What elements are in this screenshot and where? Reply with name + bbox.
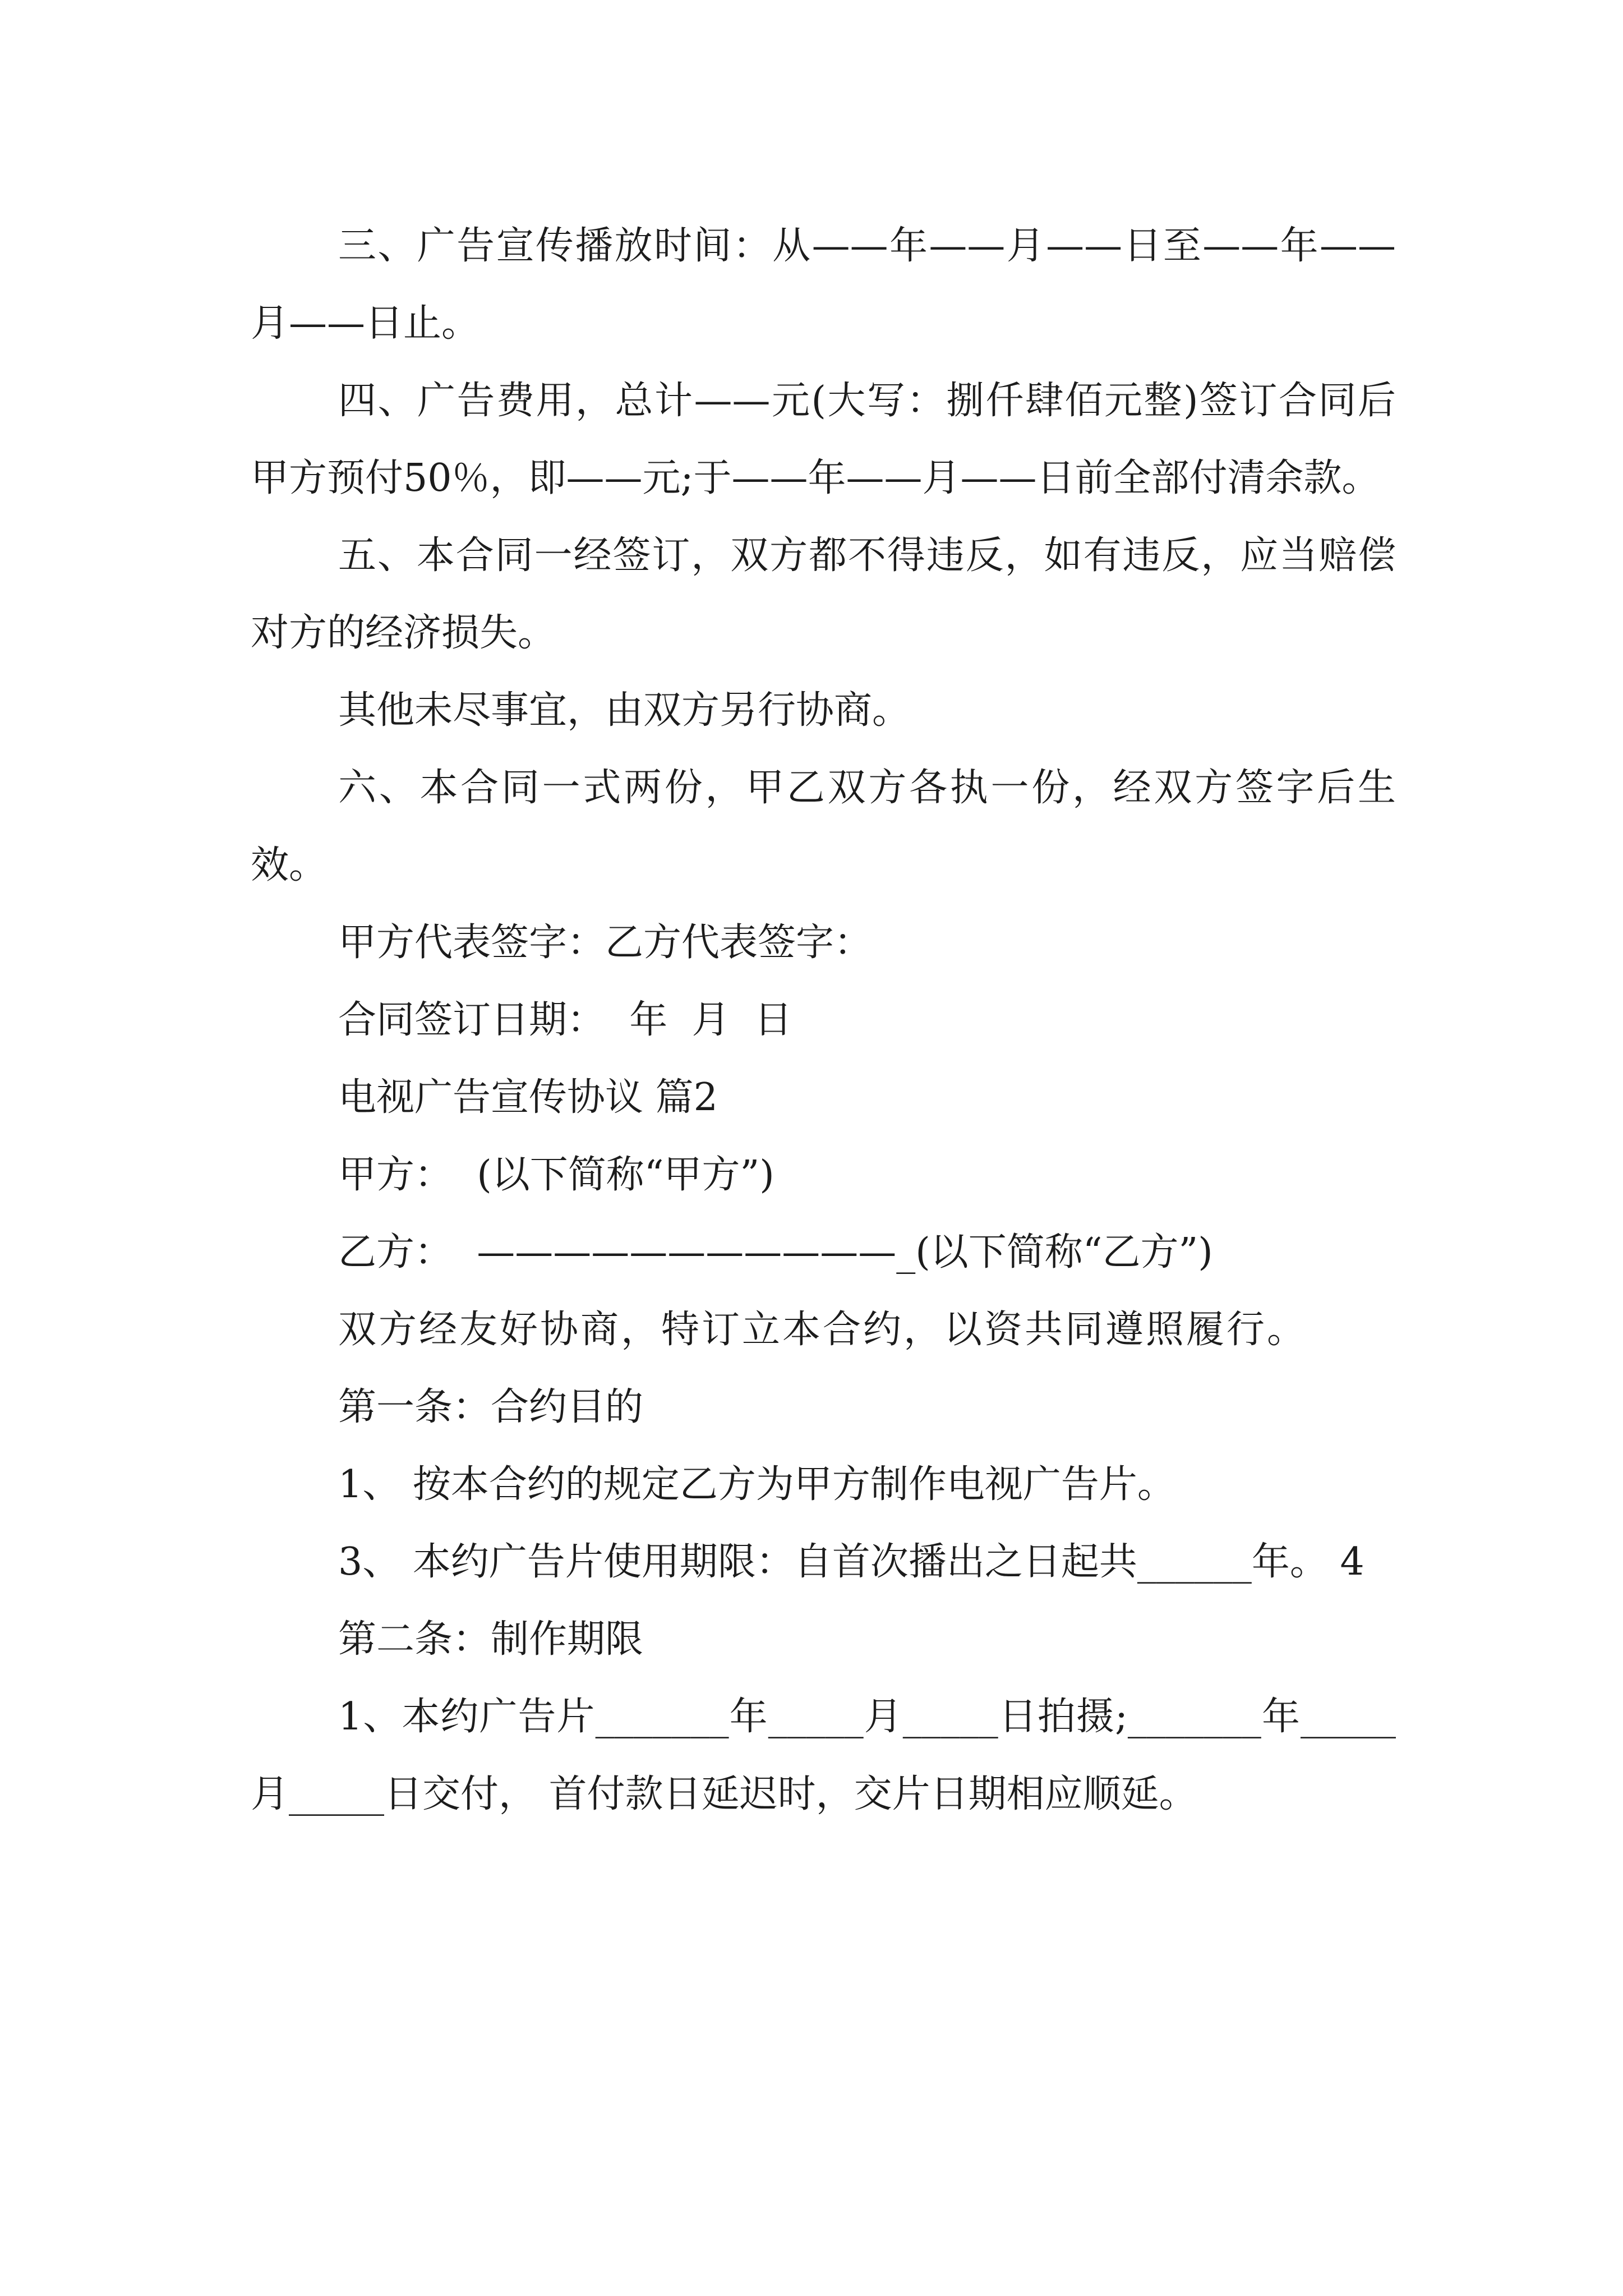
party-a: 甲方： (以下简称“甲方”): [338, 1153, 774, 1197]
party-b: 乙方： ———————————_(以下简称“乙方”): [338, 1230, 1213, 1274]
article-2-title: 第二条：制作期限: [338, 1617, 644, 1662]
section-title: 电视广告宣传协议 篇2: [338, 1075, 718, 1120]
other-matters: 其他未尽事宜，由双方另行协商。: [338, 688, 911, 733]
clause-5-breach: 五、本合同一经签订，双方都不得违反，如有违反，应当赔偿对方的经济损失。: [251, 533, 1396, 655]
clause-3-broadcast-time: 三、广告宣传播放时间：从——年——月——日至——年——月——日止。: [251, 224, 1396, 346]
signing-date: 合同签订日期： 年 月 日: [338, 998, 792, 1042]
article-1-item-1: 1、 按本合约的规定乙方为甲方制作电视广告片。: [338, 1462, 1175, 1507]
signature-line: 甲方代表签字：乙方代表签字：: [338, 921, 873, 965]
article-2-item-1: 1、本约广告片_______年_____月_____日拍摄;_______年_____月_____日交付， 首付款日延迟时，交片日期相应顺延。: [251, 1695, 1396, 1816]
clause-6-copies: 六、本合同一式两份，甲乙双方各执一份，经双方签字后生效。: [251, 766, 1396, 887]
article-1-item-3: 3、 本约广告片使用期限：自首次播出之日起共______年。 4: [338, 1540, 1364, 1584]
preamble: 双方经友好协商，特订立本合约，以资共同遵照履行。: [338, 1308, 1308, 1352]
clause-4-advertising-fee: 四、广告费用，总计——元(大写：捌仟肆佰元整)签订合同后甲方预付50％，即——元;于——年——月——日前全部付清余款。: [251, 379, 1396, 500]
article-1-title: 第一条：合约目的: [338, 1385, 644, 1429]
document-body: [251, 208, 1396, 1833]
